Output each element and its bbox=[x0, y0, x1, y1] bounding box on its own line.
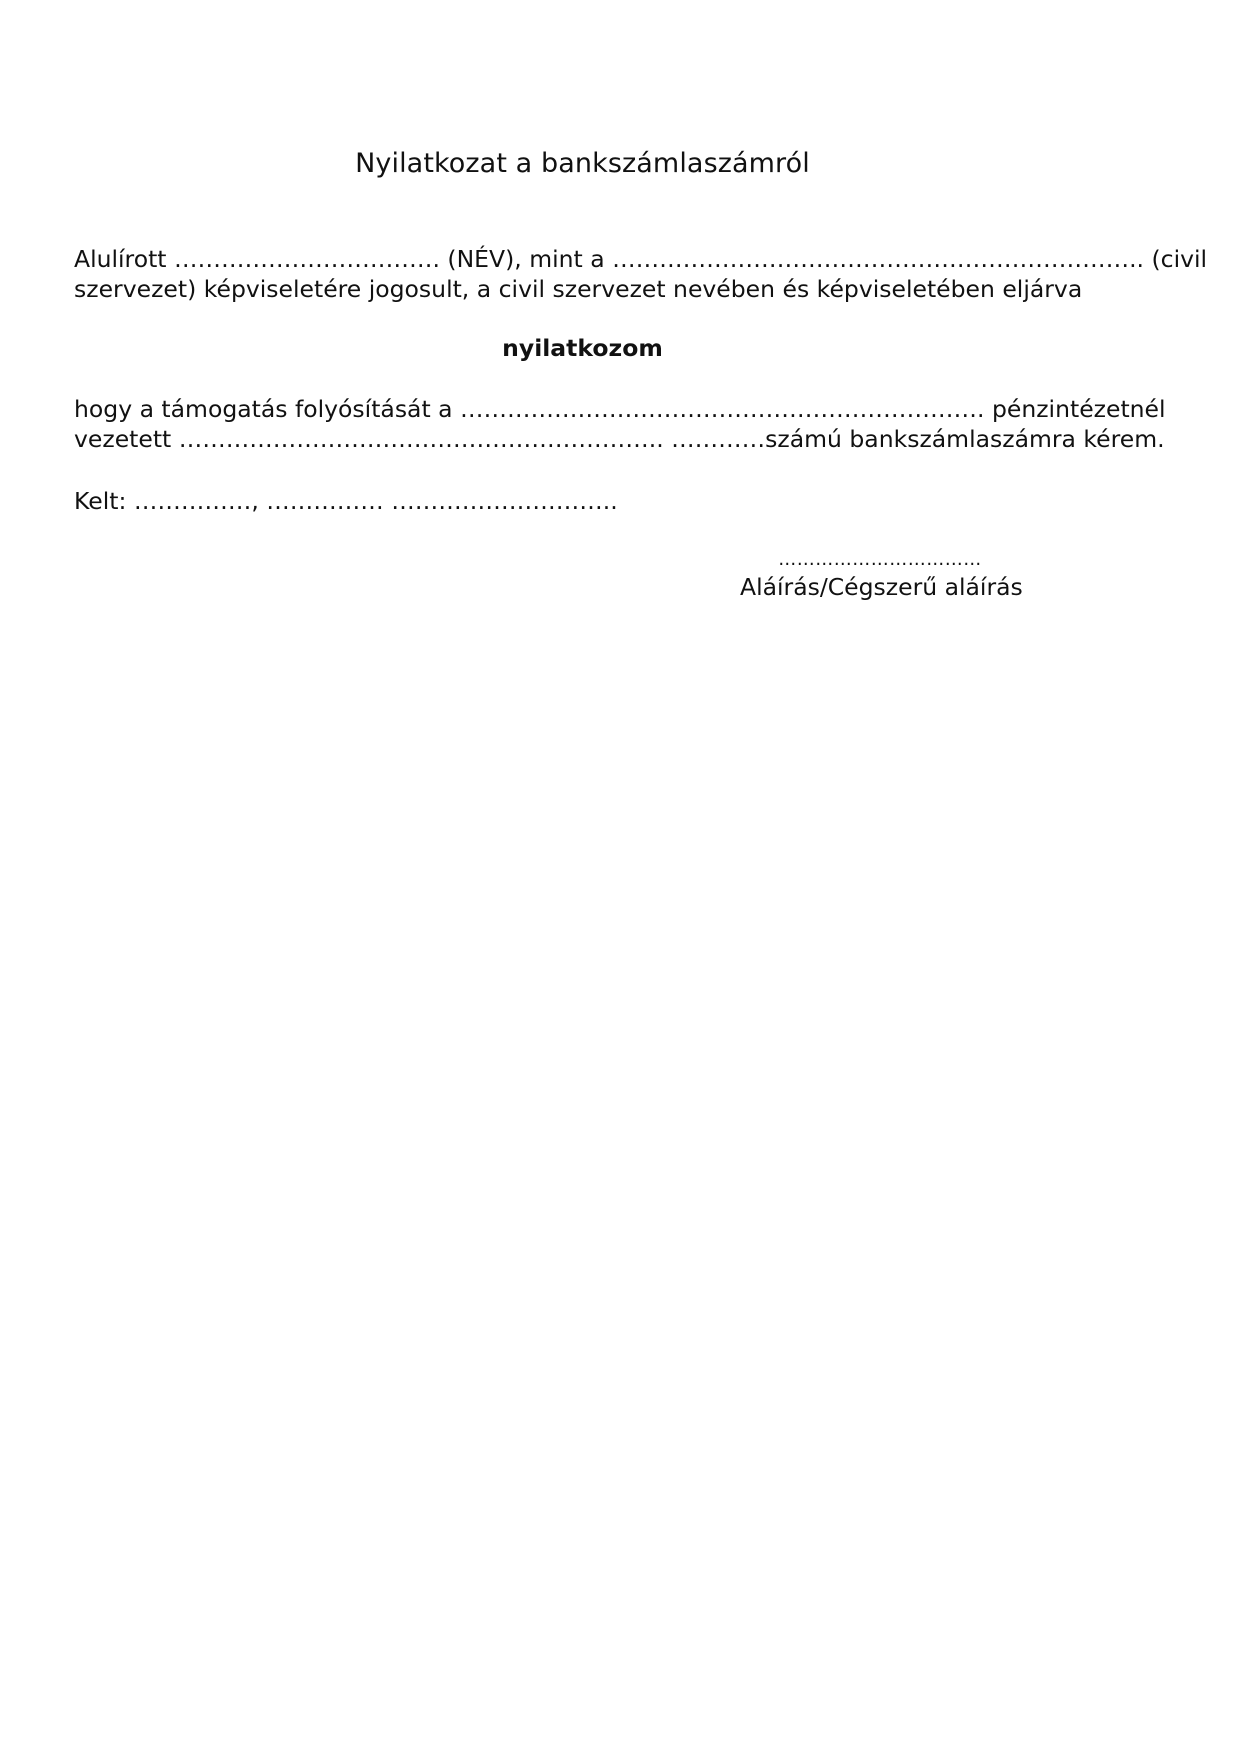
bank-line-2: vezetett …………………………………………………….. …………számú bankszámlaszámra kérem. bbox=[74, 425, 1165, 453]
date-line: Kelt: ……………, …………… ……………………….. bbox=[74, 487, 618, 515]
bank-line-1: hogy a támogatás folyósítását a …………………………………………………………. pénzintézetnél bbox=[74, 395, 1166, 423]
bank-paragraph bbox=[74, 394, 1166, 454]
intro-paragraph bbox=[74, 244, 1207, 304]
page-title: Nyilatkozat a bankszámlaszámról bbox=[355, 148, 810, 179]
intro-line-1: Alulírott ……………………………. (NÉV), mint a ………………………………………………………….. (civil bbox=[74, 245, 1208, 273]
signature-block bbox=[740, 548, 1023, 602]
intro-line-2: szervezet) képviseletére jogosult, a civil szervezet nevében és képviseletében eljárva bbox=[74, 275, 1083, 303]
signature-label: Aláírás/Cégszerű aláírás bbox=[740, 573, 1023, 601]
signature-dots: …………………………… bbox=[778, 549, 982, 570]
declaration-heading: nyilatkozom bbox=[502, 334, 663, 362]
